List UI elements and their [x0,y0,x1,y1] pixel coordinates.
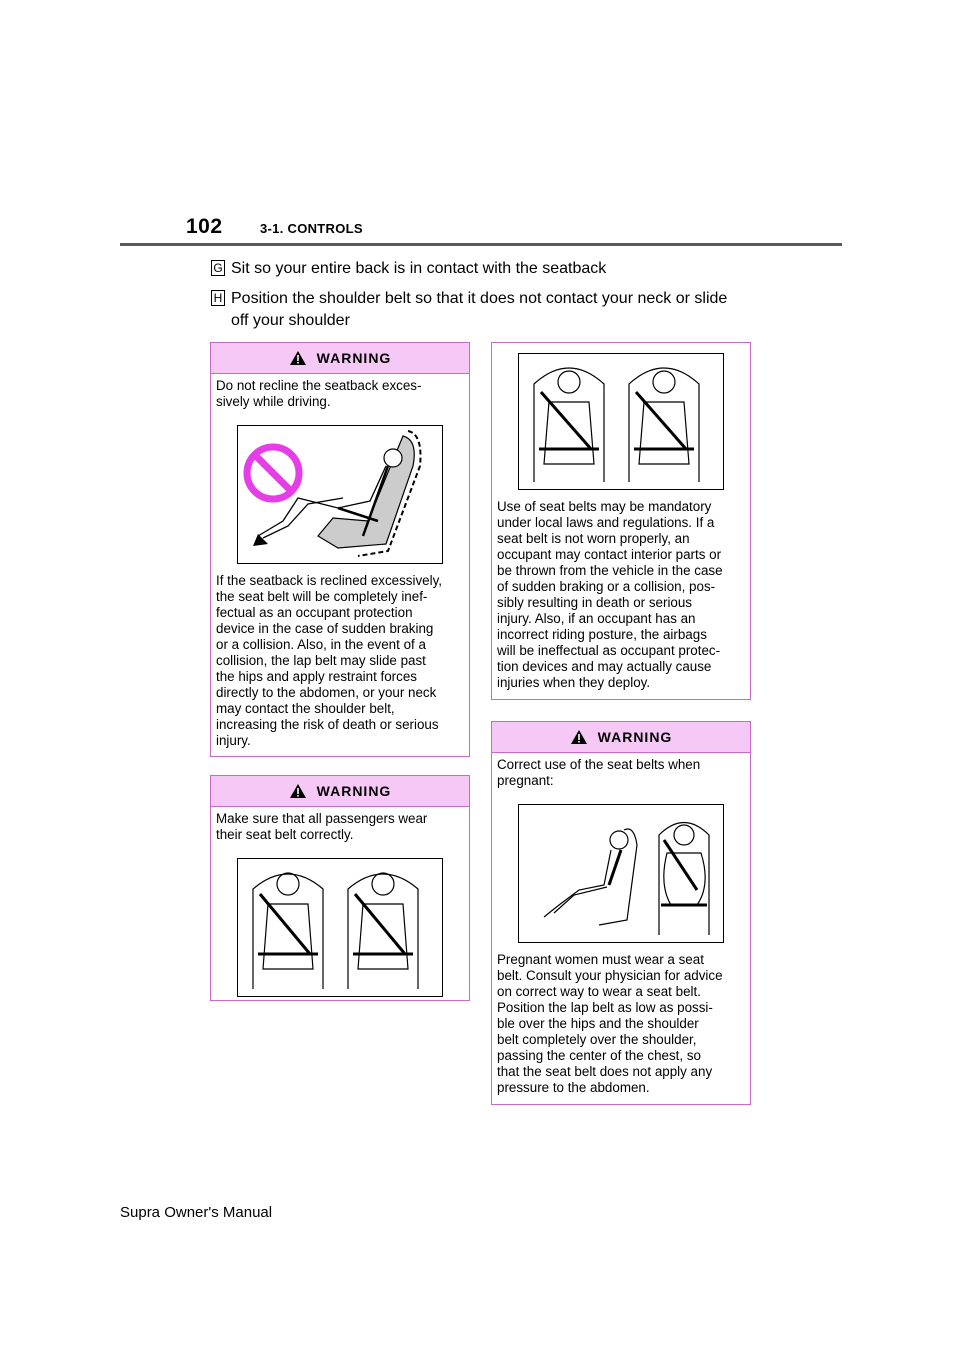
text-line: Do not recline the seatback exces- [216,378,422,393]
text-line: be thrown from the vehicle in the case [497,563,723,578]
text-line: their seat belt correctly. [216,827,354,842]
warning-body [492,952,728,1096]
text-line: of sudden braking or a collision, pos- [497,579,716,594]
text-line: injury. Also, if an occupant has an [497,611,696,626]
seatbelt-importance-box [491,342,751,700]
warning-box-recline [210,342,470,757]
text-line: that the seat belt does not apply any [497,1064,713,1079]
text-line: Pregnant women must wear a seat [497,952,704,967]
warning-box-passengers [210,775,470,1001]
warning-intro [492,757,750,789]
step-label: G [211,260,225,276]
illustration-pregnant-belt [518,804,724,943]
warning-title: WARNING [597,729,673,745]
text-line: injury. [216,733,251,748]
warning-triangle-icon [570,729,588,745]
text-line: sively while driving. [216,394,331,409]
warning-title: WARNING [316,350,392,366]
step-text: Position the shoulder belt so that it does not contact your neck or slide [231,290,728,307]
warning-body [211,573,447,749]
text-line: belt. Consult your physician for advice [497,968,723,983]
text-line: passing the center of the chest, so [497,1048,701,1063]
warning-triangle-icon [289,350,307,366]
warning-header [211,343,469,374]
text-line: pregnant: [497,773,554,788]
step-g [211,258,751,280]
warning-intro [211,811,469,843]
step-label: H [211,290,225,306]
warning-triangle-icon [289,783,307,799]
seatbelt-importance-text [492,499,728,691]
text-line: on correct way to wear a seat belt. [497,984,701,999]
footer-manual-title: Supra Owner's Manual [120,1204,273,1221]
text-line: Make sure that all passengers wear [216,811,428,826]
text-line: may contact the shoulder belt, [216,701,395,716]
text-line: Use of seat belts may be mandatory [497,499,712,514]
text-line: or a collision. Also, in the event of a [216,637,426,652]
text-line: sibly resulting in death or serious [497,595,693,610]
text-line: collision, the lap belt may slide past [216,653,426,668]
section-title: 3-1. CONTROLS [260,221,363,236]
text-line: device in the case of sudden braking [216,621,434,636]
step-h [211,288,751,332]
text-line: injuries when they deploy. [497,675,651,690]
text-line: Position the lap belt as low as possi- [497,1000,713,1015]
header-divider [120,243,842,246]
text-line: belt completely over the shoulder, [497,1032,697,1047]
text-line: fectual as an occupant protection [216,605,413,620]
page-number: 102 [186,215,223,238]
text-line: seat belt is not worn properly, an [497,531,690,546]
warning-header [211,776,469,807]
step-text: Sit so your entire back is in contact with the seatback [231,260,607,277]
text-line: ble over the hips and the shoulder [497,1016,699,1031]
text-line: directly to the abdomen, or your neck [216,685,437,700]
text-line: the seat belt will be completely inef- [216,589,428,604]
illustration-correct-posture [518,353,724,490]
illustration-passengers-belted [237,858,443,997]
text-line: If the seatback is reclined excessively, [216,573,443,588]
text-line: pressure to the abdomen. [497,1080,650,1095]
text-line: the hips and apply restraint forces [216,669,417,684]
text-line: occupant may contact interior parts or [497,547,722,562]
text-line: tion devices and may actually cause [497,659,712,674]
step-text-continued: off your shoulder [231,312,350,329]
text-line: under local laws and regulations. If a [497,515,715,530]
warning-title: WARNING [316,783,392,799]
illustration-reclined-seat [237,425,443,564]
warning-header [492,722,750,753]
warning-intro [211,378,469,410]
text-line: will be ineffectual as occupant protec- [497,643,721,658]
warning-box-pregnant [491,721,751,1105]
text-line: increasing the risk of death or serious [216,717,439,732]
text-line: Correct use of the seat belts when [497,757,701,772]
prohibition-icon [247,447,299,499]
text-line: incorrect riding posture, the airbags [497,627,707,642]
